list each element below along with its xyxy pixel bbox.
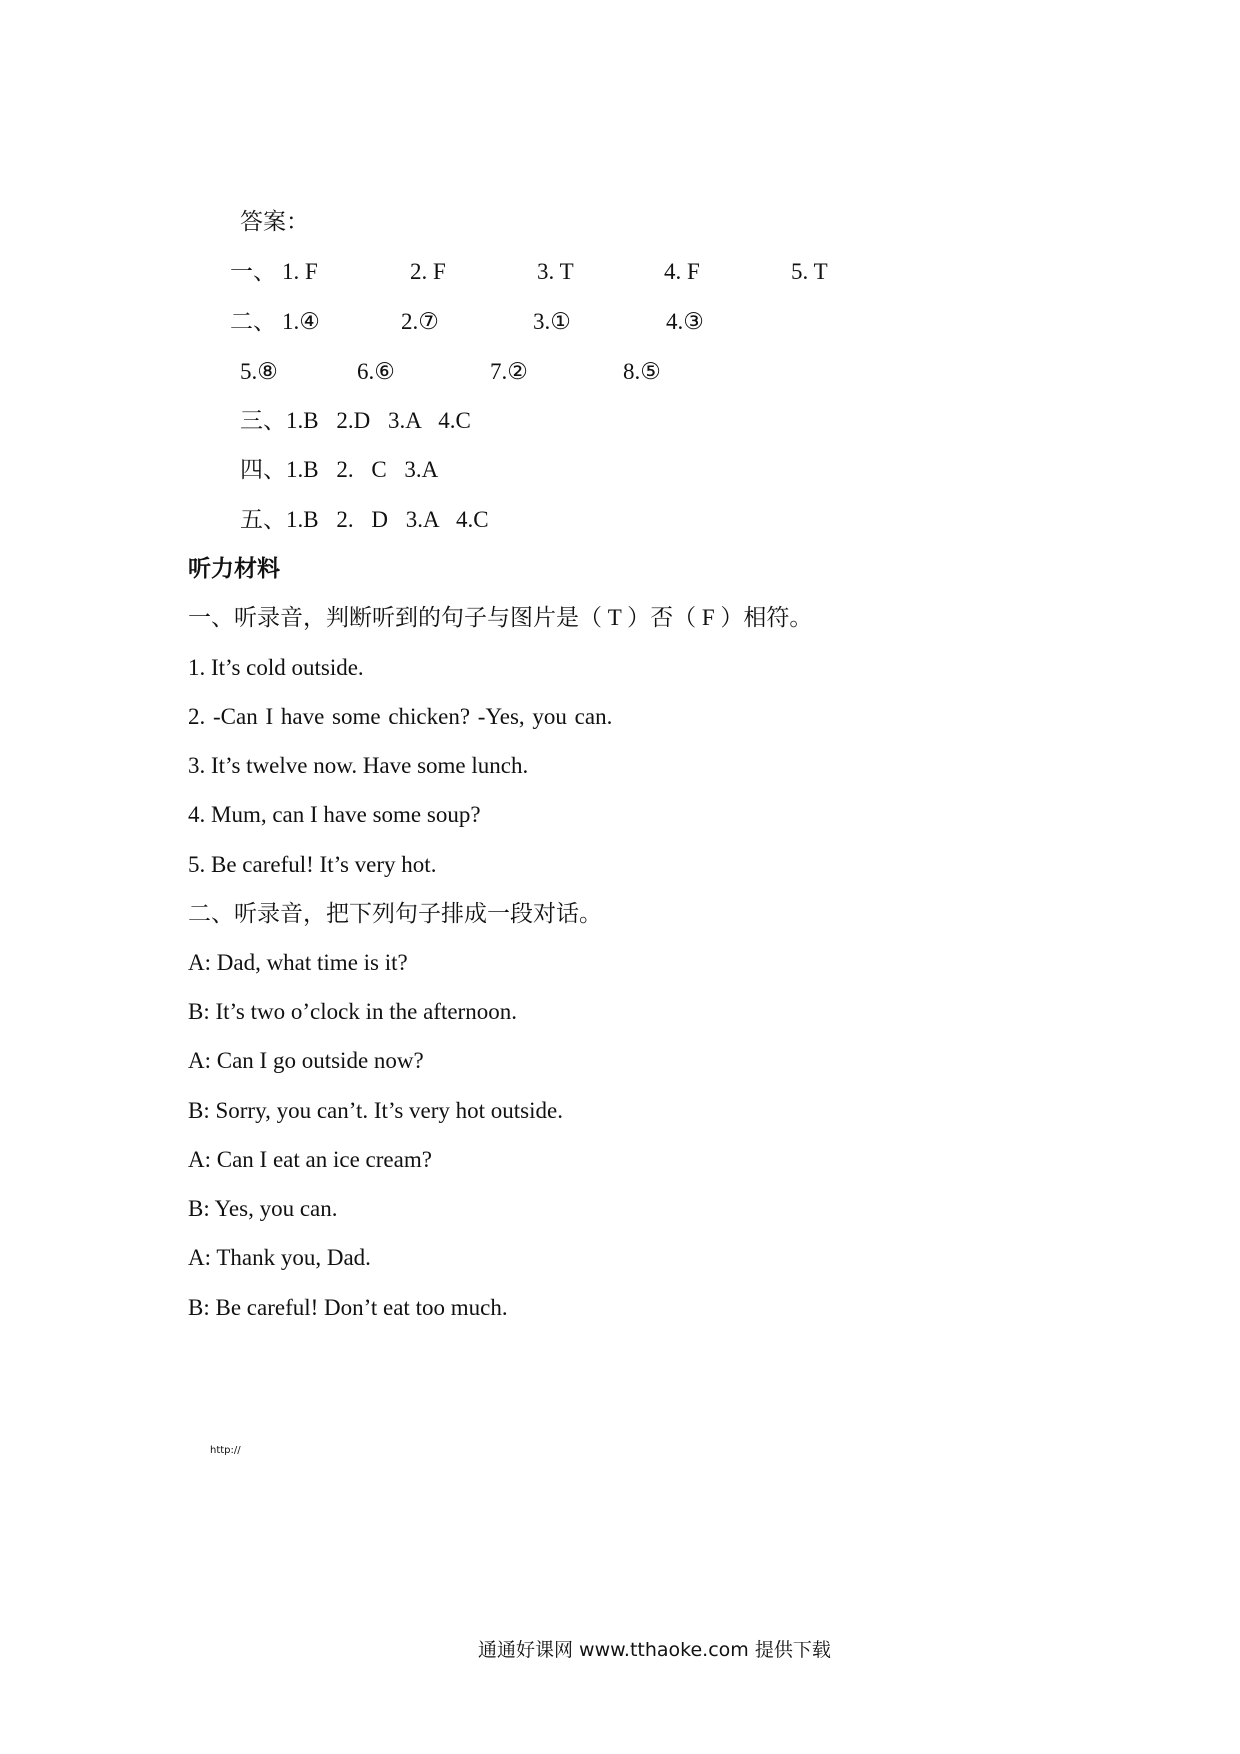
answers-title: 答案： [240, 209, 309, 234]
part1-instruction: 一、听录音，判断听到的句子与图片是（ T ）否（ F ）相符。 [188, 605, 813, 630]
answer-1-2: 2. F [410, 259, 446, 284]
answers-section4-label: 四、 [240, 457, 286, 482]
part2-line-5: A: Can I eat an ice cream? [188, 1147, 432, 1172]
answer-2-1: 1.④ [282, 309, 320, 334]
answer-2-2: 2.⑦ [401, 309, 439, 334]
part2-line-1: A: Dad, what time is it? [188, 950, 408, 975]
part2-line-6: B: Yes, you can. [188, 1196, 338, 1221]
answers-section4 [240, 455, 438, 485]
answers-section5 [240, 505, 489, 535]
answers-section1-label: 一、 [230, 259, 276, 284]
part2-line-2: B: It’s two o’clock in the afternoon. [188, 999, 517, 1024]
part2-line-8: B: Be careful! Don’t eat too much. [188, 1295, 508, 1320]
part1-line-1: 1. It’s cold outside. [188, 655, 364, 680]
answer-1-3: 3. T [537, 259, 574, 284]
answer-2-6: 6.⑥ [357, 359, 395, 384]
part1-line-4: 4. Mum, can I have some soup? [188, 802, 481, 827]
answers-section4-text: 1.B 2. C 3.A [286, 457, 439, 482]
answers-section5-label: 五、 [240, 507, 286, 532]
part1-line-3: 3. It’s twelve now. Have some lunch. [188, 753, 529, 778]
answer-1-4: 4. F [664, 259, 700, 284]
answer-2-7: 7.② [490, 359, 528, 384]
part1-line-5: 5. Be careful! It’s very hot. [188, 852, 437, 877]
part2-instruction: 二、听录音，把下列句子排成一段对话。 [188, 901, 602, 926]
part2-line-3: A: Can I go outside now? [188, 1048, 424, 1073]
small-url-text: http:// [210, 1445, 241, 1456]
part2-line-4: B: Sorry, you can’t. It’s very hot outside. [188, 1098, 563, 1123]
answers-section2-label: 二、 [230, 309, 276, 334]
answers-section5-text: 1.B 2. D 3.A 4.C [286, 507, 489, 532]
answer-2-5: 5.⑧ [240, 359, 278, 384]
answer-2-8: 8.⑤ [623, 359, 661, 384]
footer-text: 通通好课网 www.tthaoke.com 提供下载 [478, 1639, 831, 1661]
listening-heading: 听力材料 [188, 556, 280, 581]
part1-line-2: 2. -Can I have some chicken? -Yes, you can. [188, 704, 613, 729]
part2-line-7: A: Thank you, Dad. [188, 1245, 371, 1270]
answer-1-1: 1. F [282, 259, 318, 284]
answer-2-3: 3.① [533, 309, 571, 334]
answers-section3 [240, 406, 471, 436]
answers-section3-label: 三、 [240, 408, 286, 433]
answers-section3-text: 1.B 2.D 3.A 4.C [286, 408, 471, 433]
answer-2-4: 4.③ [666, 309, 704, 334]
answer-1-5: 5. T [791, 259, 828, 284]
